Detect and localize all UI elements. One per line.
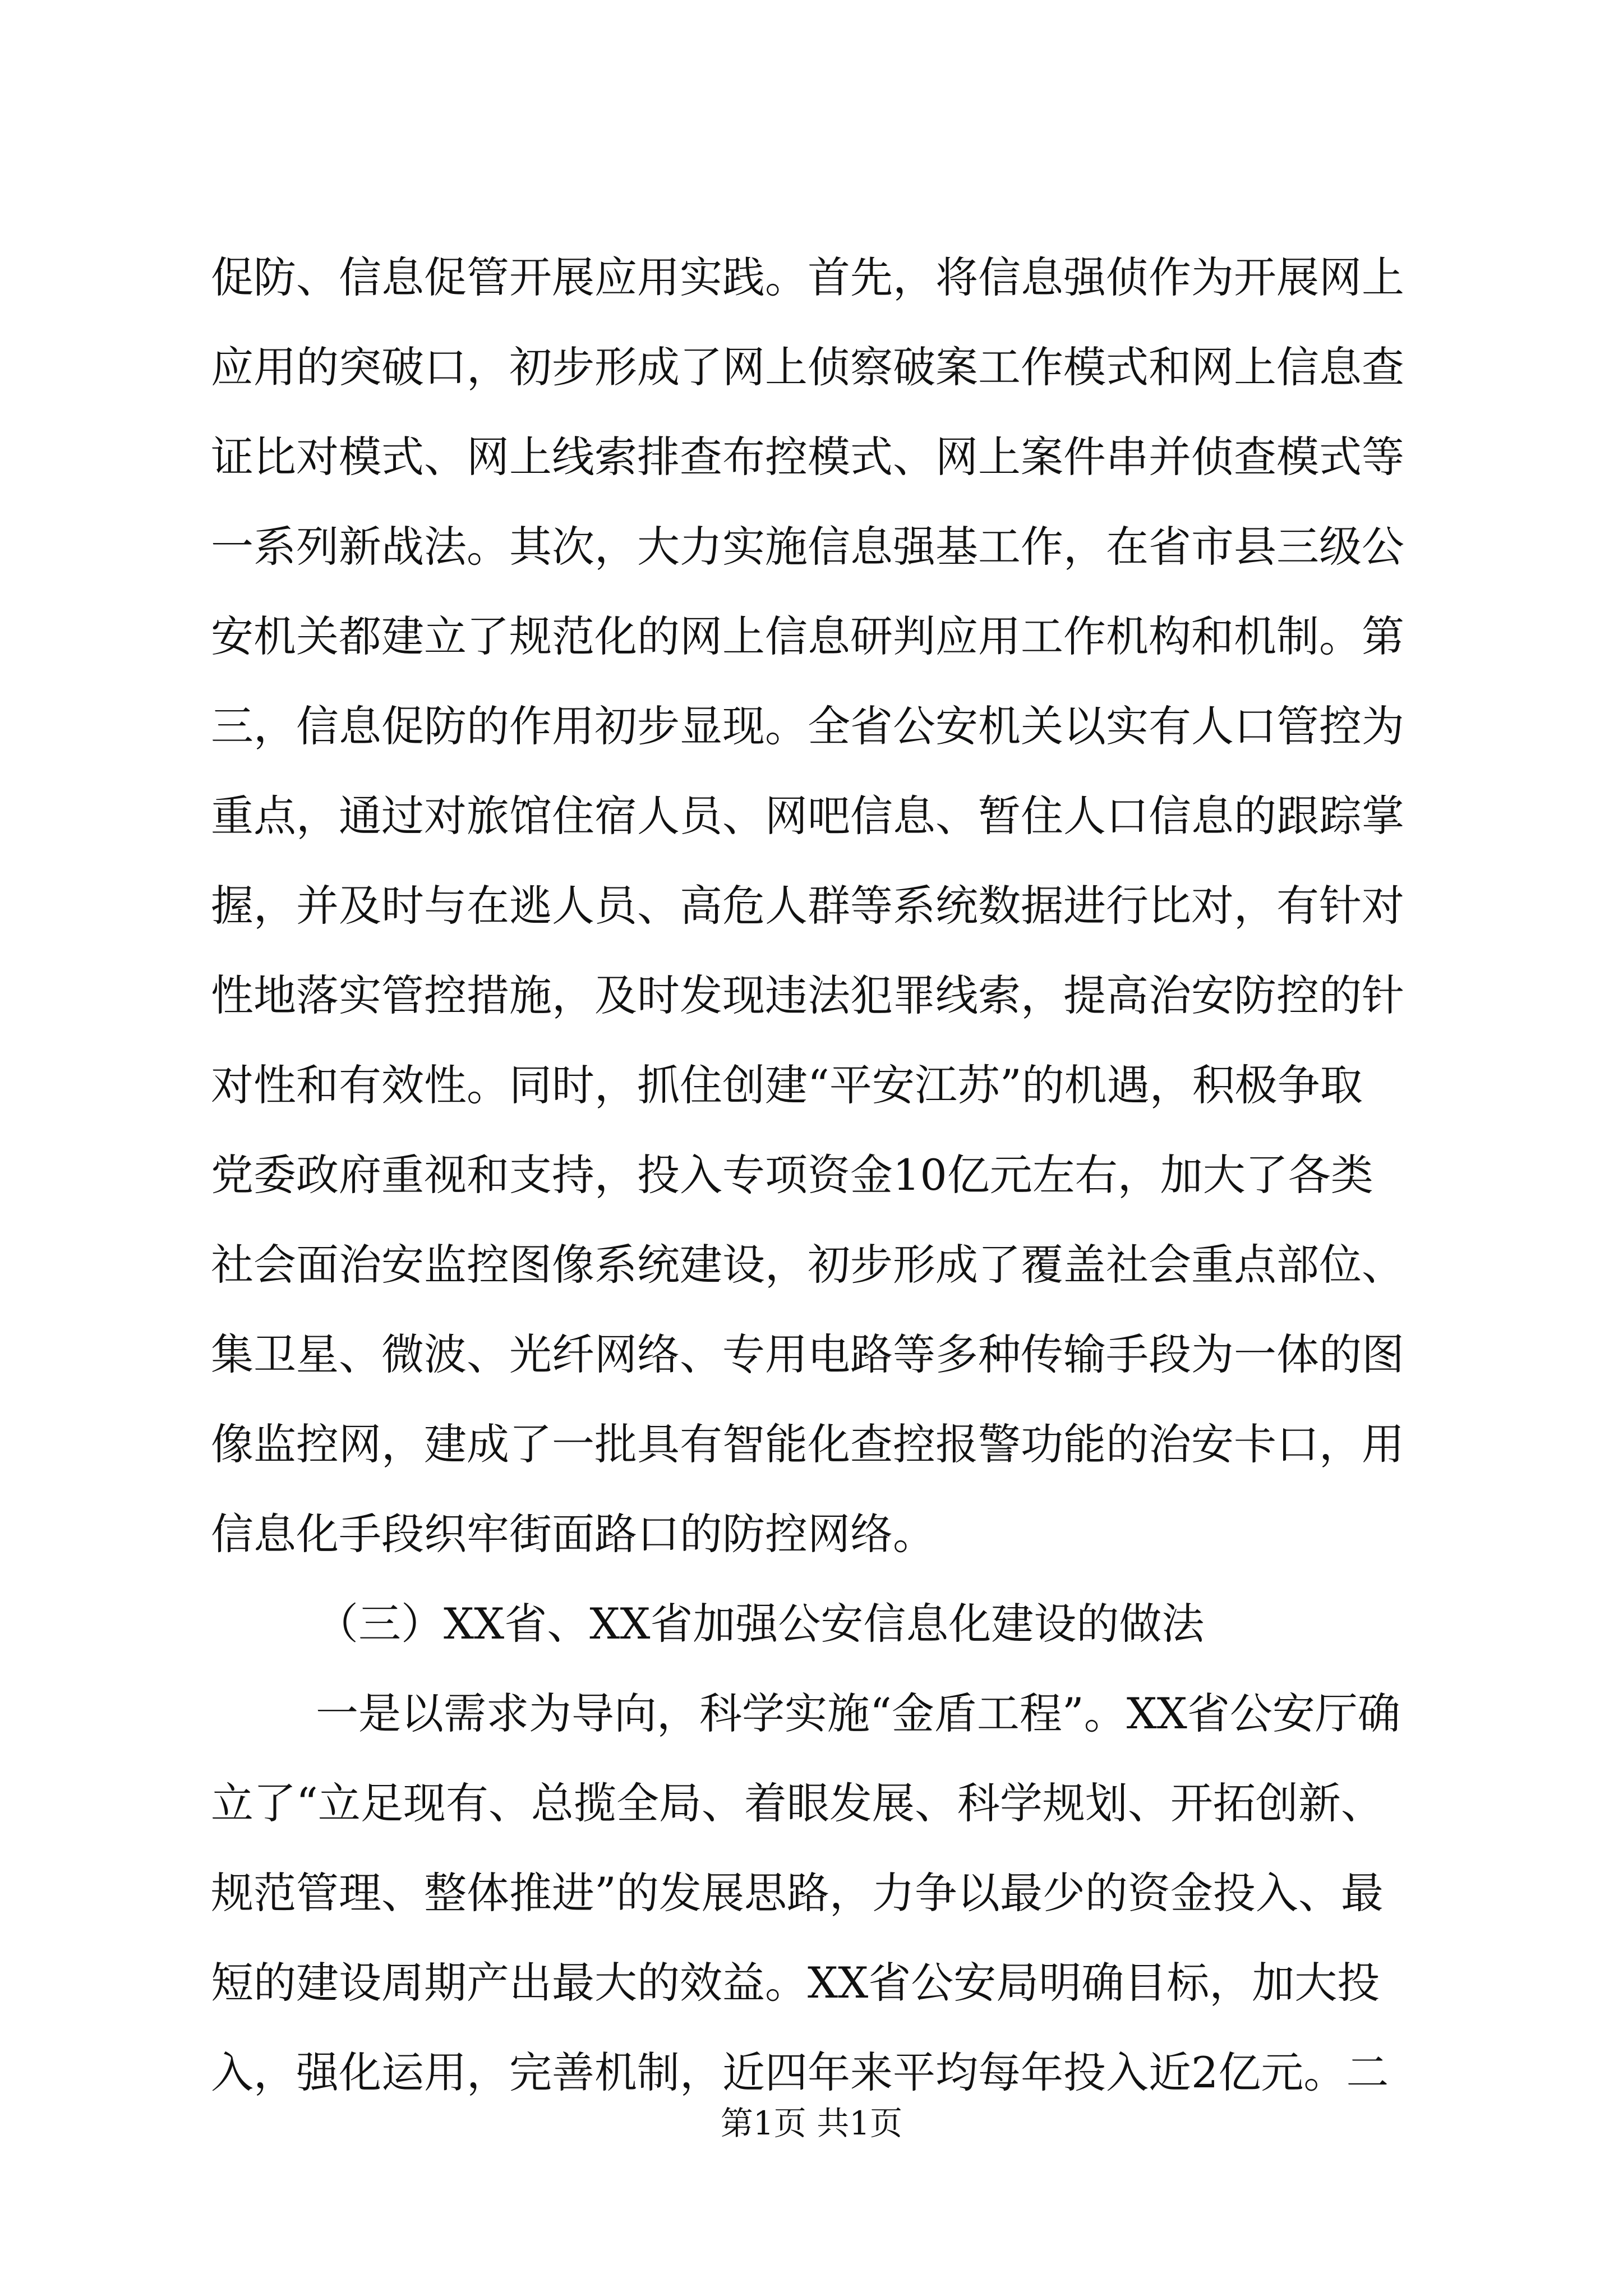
body-line: 短的建设周期产出最大的效益。XX省公安局明确目标，加大投 xyxy=(211,1958,1380,2008)
body-line: 立了“立足现有、总揽全局、着眼发展、科学规划、开拓创新、 xyxy=(211,1778,1384,1828)
section-heading: （三）XX省、XX省加强公安信息化建设的做法 xyxy=(316,1599,1205,1649)
body-line: 党委政府重视和支持，投入专项资金10亿元左右，加大了各类 xyxy=(211,1150,1373,1200)
body-line: 集卫星、微波、光纤网络、专用电路等多种传输手段为一体的图 xyxy=(211,1329,1404,1379)
body-line: 证比对模式、网上线索排查布控模式、网上案件串并侦查模式等 xyxy=(211,432,1404,482)
body-line: 握，并及时与在逃人员、高危人群等系统数据进行比对，有针对 xyxy=(211,881,1404,931)
body-line: 像监控网，建成了一批具有智能化查控报警功能的治安卡口，用 xyxy=(211,1419,1404,1469)
body-line: 入，强化运用，完善机制，近四年来平均每年投入近2亿元。二 xyxy=(211,2047,1389,2097)
body-line: 信息化手段织牢街面路口的防控网络。 xyxy=(211,1509,935,1559)
page-footer: 第1页 共1页 xyxy=(720,2104,903,2142)
body-line: 对性和有效性。同时，抓住创建“平安江苏”的机遇，积极争取 xyxy=(211,1060,1363,1110)
body-line: 促防、信息促管开展应用实践。首先，将信息强侦作为开展网上 xyxy=(211,252,1404,302)
body-line: 一是以需求为导向，科学实施“金盾工程”。XX省公安厅确 xyxy=(316,1688,1400,1738)
body-line: 安机关都建立了规范化的网上信息研判应用工作机构和机制。第 xyxy=(211,611,1404,661)
body-line: 重点，通过对旅馆住宿人员、网吧信息、暂住人口信息的跟踪掌 xyxy=(211,791,1404,841)
body-line: 社会面治安监控图像系统建设，初步形成了覆盖社会重点部位、 xyxy=(211,1240,1404,1290)
body-line: 规范管理、整体推进”的发展思路，力争以最少的资金投入、最 xyxy=(211,1868,1384,1918)
body-line: 应用的突破口，初步形成了网上侦察破案工作模式和网上信息查 xyxy=(211,342,1404,392)
body-line: 三，信息促防的作用初步显现。全省公安机关以实有人口管控为 xyxy=(211,701,1404,751)
body-line: 性地落实管控措施，及时发现违法犯罪线索，提高治安防控的针 xyxy=(211,970,1404,1020)
body-line: 一系列新战法。其次，大力实施信息强基工作，在省市县三级公 xyxy=(211,522,1404,572)
